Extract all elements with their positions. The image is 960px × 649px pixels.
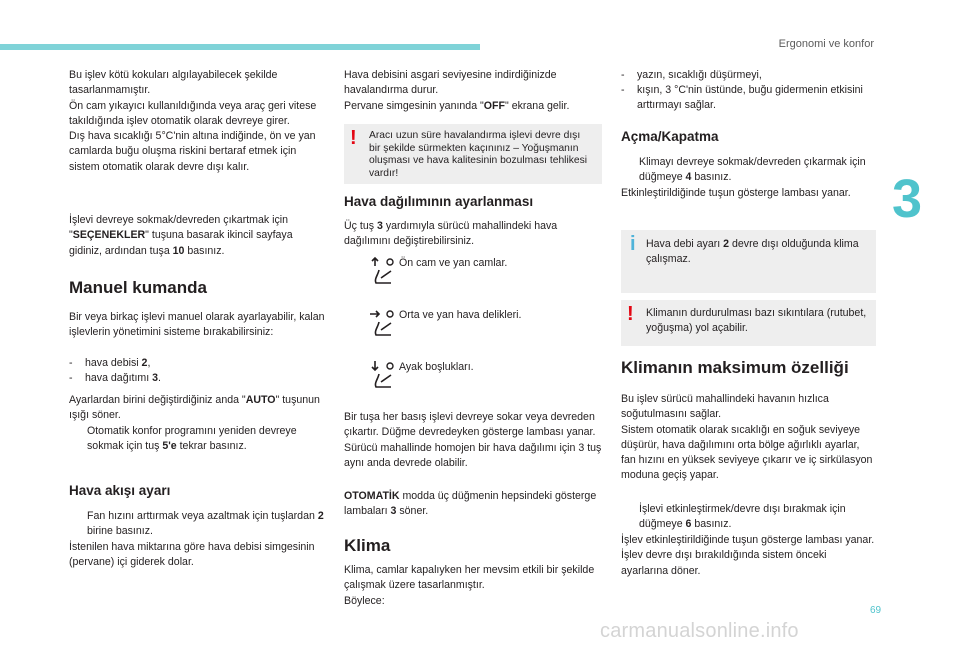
face-vent-icon bbox=[369, 306, 399, 342]
warning-note: ! Klimanın durdurulması bazı sıkıntılara (rutubet, yoğuşma) yol açabilir. bbox=[621, 300, 876, 346]
mode-label: Ayak boşlukları. bbox=[399, 361, 474, 373]
mode-footwell bbox=[344, 358, 602, 404]
paragraph-airflow: İstenilen hava miktarına göre hava debisi simgesinin (pervane) içi giderek dolar. bbox=[69, 541, 315, 569]
warning-icon: ! bbox=[350, 127, 357, 149]
watermark: carmanualsonline.info bbox=[600, 620, 799, 642]
header-accent-bar bbox=[0, 44, 480, 50]
heading-air-conditioning: Klima bbox=[344, 536, 391, 555]
mode-windscreen bbox=[344, 254, 602, 300]
mode-label: Orta ve yan hava delikleri. bbox=[399, 309, 522, 321]
footwell-vent-icon bbox=[369, 358, 399, 394]
paragraph-button-press: Bir tuşa her basış işlevi devreye sokar veya devreden çıkartır. Düğme devredeyken gösterge lambası yanar. Sürücü mahallinde homojen bir hava dağılımı için 3 tuş aynı anda devrede olabilir. bbox=[344, 411, 602, 469]
paragraph-indicator: Etkinleştirildiğinde tuşun gösterge lambası yanar. bbox=[621, 187, 851, 199]
heading-max-ac: Klimanın maksimum özelliği bbox=[621, 358, 849, 377]
arrow-icon bbox=[621, 155, 639, 186]
paragraph-auto: Ayarlardan birini değiştirdiğiniz anda "AUTO" tuşunun ışığı söner. bbox=[69, 394, 320, 422]
mode-face-vents bbox=[344, 306, 602, 352]
instruction-step: Klimayı devreye sokmak/devreden çıkarmak için düğmeye 4 basınız. bbox=[621, 155, 876, 186]
paragraph-air-conditioning: Klima, camlar kapalıyken her mevsim etkili bir şekilde çalışmak üzere tasarlanmıştır. Böylece: bbox=[344, 564, 595, 607]
info-icon: i bbox=[630, 233, 636, 255]
heading-air-distribution: Hava dağılımının ayarlanması bbox=[344, 194, 534, 209]
paragraph-max-ac: Bu işlev sürücü mahallindeki havanın hızlıca soğutulmasını sağlar. Sistem otomatik olarak sıcaklığı en soğuk seviyeye düşürür, hava dağılımını orta bölge ağırlıklı ayarlar, fan hızını en yüksek seviyeye çıkarır ve iç sirkülasyon moduna geçiş yapar. bbox=[621, 393, 873, 482]
list-item: - kışın, 3 °C'nin üstünde, buğu gidermenin etkisini arttırmayı sağlar. bbox=[621, 84, 863, 112]
paragraph-options: İşlevi devreye sokmak/devreden çıkartmak için "SEÇENEKLER" tuşuna basarak ikincil sayfaya gidiniz, ardından tuşa 10 basınız. bbox=[69, 214, 293, 257]
paragraph-distribution: Üç tuş 3 yardımıyla sürücü mahallindeki hava dağılımını değiştirebilirsiniz. bbox=[344, 220, 558, 248]
list-item: - hava dağıtımı 3. bbox=[69, 372, 161, 384]
heading-airflow: Hava akışı ayarı bbox=[69, 483, 171, 498]
warning-icon: ! bbox=[627, 303, 634, 325]
paragraph: Bu işlev kötü kokuları algılayabilecek şekilde tasarlanmamıştır. Ön cam yıkayıcı kullanıldığında veya araç geri vitese takıldığında işlev otomatik olarak devreye girer. Dış hava sıcaklığı 5°C'nin altına indiğinde, ön ve yan camlarda buğu oluşma riskini bertaraf etmek için sistem otomatik olarak devre dışı kalır. bbox=[69, 69, 317, 173]
heading-on-off: Açma/Kapatma bbox=[621, 129, 719, 144]
mode-label: Ön cam ve yan camlar. bbox=[399, 257, 508, 269]
chapter-number: 3 bbox=[892, 169, 923, 229]
arrow-icon bbox=[621, 502, 639, 533]
instruction-step: Otomatik konfor programını yeniden devreye sokmak için tuş 5'e tekrar basınız. bbox=[69, 424, 327, 455]
section-title: Ergonomi ve konfor bbox=[778, 38, 874, 50]
paragraph-manual: Bir veya birkaç işlevi manuel olarak ayarlayabilir, kalan işlevlerin yönetimini sisteme bırakabilirsiniz: bbox=[69, 311, 325, 339]
paragraph-auto-mode: OTOMATİK modda üç düğmenin hepsindeki gösterge lambaları 3 söner. bbox=[344, 490, 597, 518]
windscreen-vent-icon bbox=[369, 254, 399, 290]
list-item: - yazın, sıcaklığı düşürmeyi, bbox=[621, 69, 762, 81]
paragraph-off: Hava debisini asgari seviyesine indirdiğinizde havalandırma durur. Pervane simgesinin yanında "OFF" ekrana gelir. bbox=[344, 69, 570, 112]
paragraph-max-indicator: İşlev etkinleştirildiğinde tuşun gösterge lambası yanar. İşlev devre dışı bırakıldığında sistem önceki ayarlarına döner. bbox=[621, 534, 875, 577]
arrow-icon bbox=[69, 509, 87, 540]
info-note: i Hava debi ayarı 2 devre dışı olduğunda klima çalışmaz. bbox=[621, 230, 876, 293]
arrow-icon bbox=[69, 424, 87, 455]
instruction-step: Fan hızını arttırmak veya azaltmak için tuşlardan 2 birine basınız. bbox=[69, 509, 327, 540]
page-number: 69 bbox=[870, 605, 882, 616]
warning-note: ! Aracı uzun süre havalandırma işlevi devre dışı bir şekilde sürmekten kaçınınız – Yoğuşmanın oluşması ve hava kalitesinin bozulması tehlikesi vardır! bbox=[344, 124, 602, 184]
list-item: - hava debisi 2, bbox=[69, 357, 151, 369]
instruction-step: İşlevi etkinleştirmek/devre dışı bırakmak için düğmeye 6 basınız. bbox=[621, 502, 876, 533]
heading-manual-control: Manuel kumanda bbox=[69, 278, 207, 297]
